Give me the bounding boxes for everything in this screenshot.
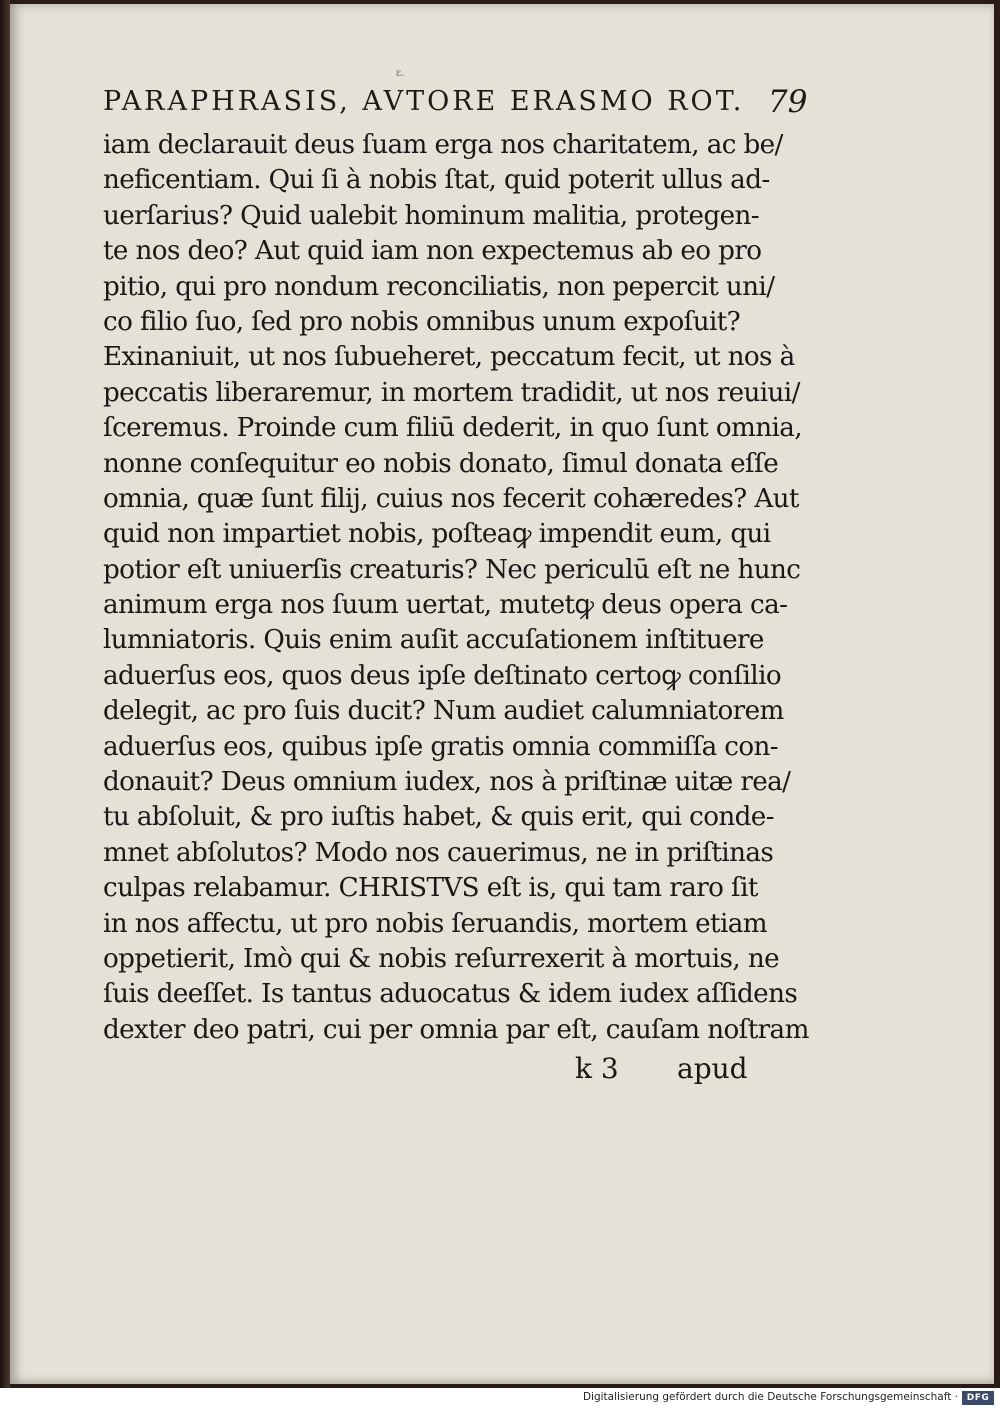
folio-number: 79 xyxy=(768,84,808,120)
text-line: nonne conſequitur eo nobis donato, ſimul donata eſſe xyxy=(103,448,779,479)
dfg-logo: DFG xyxy=(962,1391,994,1405)
book-spine-edge xyxy=(0,0,10,1388)
text-line: in nos affectu, ut pro nobis ſeruandis, mortem etiam xyxy=(103,908,767,939)
text-line: oppetierit, Imò qui & nobis reſurrexerit à mortuis, ne xyxy=(103,943,780,974)
text-line: ſceremus. Proinde cum filiū dederit, in quo ſunt omnia, xyxy=(103,413,803,444)
text-line: ſuis deeſſet. Is tantus aduocatus & idem iudex aſſidens xyxy=(103,979,798,1010)
text-line: potior eſt uniuerſis creaturis? Nec periculū eſt ne hunc xyxy=(103,554,801,585)
text-line: donauit? Deus omnium iudex, nos à priſtinæ uitæ rea/ xyxy=(103,767,791,798)
page-header xyxy=(103,86,823,126)
text-line: animum erga nos ſuum uertat, mutetꝙ deus opera ca- xyxy=(103,590,788,621)
page-mark: ε. xyxy=(396,68,405,79)
text-line: mnet abſolutos? Modo nos cauerimus, ne in priſtinas xyxy=(103,837,774,868)
text-line: peccatis liberaremur, in mortem tradidit, ut nos reuiui/ xyxy=(103,377,800,408)
text-line: uerſarius? Quid ualebit hominum malitia, protegen- xyxy=(103,200,760,231)
text-line: co filio ſuo, ſed pro nobis omnibus unum expoſuit? xyxy=(103,306,741,337)
text-line: dexter deo patri, cui per omnia par eſt, cauſam noſtram xyxy=(103,1014,809,1045)
text-line: te nos deo? Aut quid iam non expectemus ab eo pro xyxy=(103,236,762,267)
text-block xyxy=(103,128,809,1048)
text-line: pitio, qui pro nondum reconciliatis, non pepercit uni/ xyxy=(103,271,775,302)
text-line: delegit, ac pro ſuis ducit? Num audiet calumniatorem xyxy=(103,696,784,727)
text-line: aduerſus eos, quibus ipſe gratis omnia commiſſa con- xyxy=(103,731,779,762)
text-line: Exinaniuit, ut nos ſubueheret, peccatum fecit, ut nos à xyxy=(103,342,795,373)
running-head: PARAPHRASIS, AVTORE ERASMO ROT. xyxy=(103,86,745,117)
page-footer xyxy=(575,1052,775,1092)
text-line: neficentiam. Qui ſi à nobis ſtat, quid poterit ullus ad- xyxy=(103,165,770,196)
text-line: omnia, quæ ſunt filij, cuius nos fecerit cohæredes? Aut xyxy=(103,483,799,514)
text-line: lumniatoris. Quis enim auſit accuſationem inſtituere xyxy=(103,625,764,656)
text-line: iam declarauit deus ſuam erga nos charitatem, ac be/ xyxy=(103,130,783,160)
catchword: apud xyxy=(677,1052,748,1085)
text-line: tu abſoluit, & pro iuſtis habet, & quis erit, qui conde- xyxy=(103,802,774,833)
credit-bar xyxy=(0,1388,1000,1408)
text-line: aduerſus eos, quos deus ipſe deſtinato certoꝙ conſilio xyxy=(103,660,782,691)
signature-mark: k 3 xyxy=(575,1052,619,1085)
text-line: culpas relabamur. CHRISTVS eſt is, qui tam raro ſit xyxy=(103,873,758,904)
text-line: quid non impartiet nobis, poſteaꝙ impendit eum, qui xyxy=(103,519,771,550)
funding-credit: Digitalisierung gefördert durch die Deutsche Forschungsgemeinschaft · xyxy=(582,1391,958,1403)
